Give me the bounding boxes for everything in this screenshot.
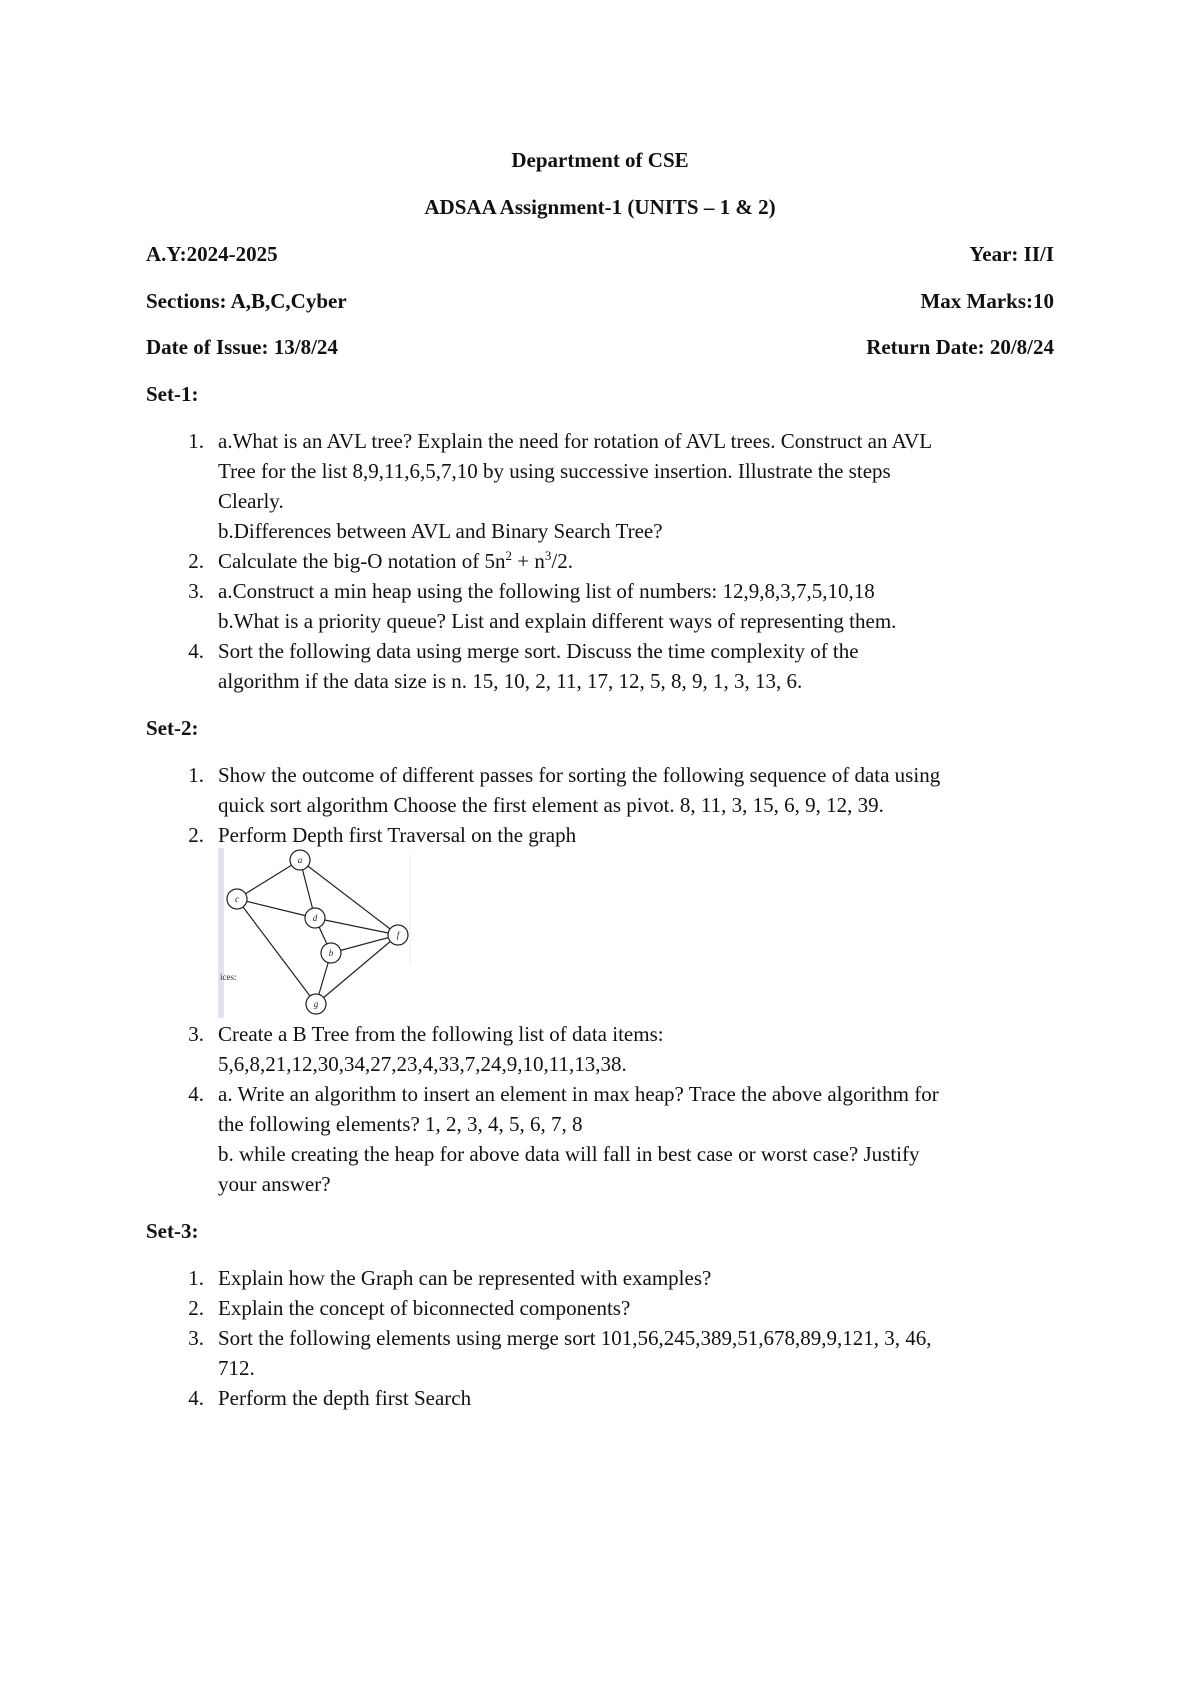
set3-q1-number: 1. <box>188 1266 204 1290</box>
department-title: Department of CSE <box>511 148 689 172</box>
set1-q2-number: 2. <box>188 549 204 573</box>
set1-q1-line2: Tree for the list 8,9,11,6,5,7,10 by using successive insertion. Illustrate the steps <box>218 459 891 483</box>
max-marks: Max Marks:10 <box>920 289 1054 313</box>
set1-q1-line1: a.What is an AVL tree? Explain the need for rotation of AVL trees. Construct an AVL <box>218 429 933 453</box>
set2-q2-line1: Perform Depth first Traversal on the graph <box>218 823 577 847</box>
node-c <box>227 889 247 909</box>
set2-heading: Set-2: <box>146 716 199 740</box>
node-c-label: c <box>235 894 239 904</box>
set3-q4-line1: Perform the depth first Search <box>218 1386 472 1410</box>
set3-q3-line1: Sort the following elements using merge sort 101,56,245,389,51,678,89,9,121, 3, 46, <box>218 1326 932 1350</box>
set2-q3-line2: 5,6,8,21,12,30,34,27,23,4,33,7,24,9,10,11,13,38. <box>218 1052 627 1076</box>
set2-q4-line2: the following elements? 1, 2, 3, 4, 5, 6, 7, 8 <box>218 1112 583 1136</box>
set2-q4-line3: b. while creating the heap for above data will fall in best case or worst case? Justify <box>218 1142 920 1166</box>
set1-q4-number: 4. <box>188 639 204 663</box>
set1-q2-sup1: 2 <box>505 548 513 563</box>
set2-q3-line1: Create a B Tree from the following list of data items: <box>218 1022 664 1046</box>
year: Year: II/I <box>969 242 1054 266</box>
set2-q4-line1: a. Write an algorithm to insert an element in max heap? Trace the above algorithm for <box>218 1082 939 1106</box>
node-f-label: f <box>396 930 400 940</box>
set2-q1-line2: quick sort algorithm Choose the first element as pivot. 8, 11, 3, 15, 6, 9, 12, 39. <box>218 793 884 817</box>
node-f <box>388 925 408 945</box>
node-d-label: d <box>312 913 318 923</box>
set3-q3-number: 3. <box>188 1326 204 1350</box>
date-of-issue: Date of Issue: 13/8/24 <box>146 335 338 359</box>
node-g <box>306 994 326 1014</box>
set1-q3-line2: b.What is a priority queue? List and explain different ways of representing them. <box>218 609 897 633</box>
edge-c-a <box>237 860 300 899</box>
node-d <box>305 908 325 928</box>
node-g-label: g <box>313 999 319 1009</box>
set1-q4-line1: Sort the following data using merge sort. Discuss the time complexity of the <box>218 639 859 663</box>
set3-q2-number: 2. <box>188 1296 204 1320</box>
set2-q1-number: 1. <box>188 763 204 787</box>
set3-q4-number: 4. <box>188 1386 204 1410</box>
set2-q4-number: 4. <box>188 1082 204 1106</box>
set1-q4-line2: algorithm if the data size is n. 15, 10, 2, 11, 17, 12, 5, 8, 9, 1, 3, 13, 6. <box>218 669 803 693</box>
set1-q1-line3: Clearly. <box>218 489 284 513</box>
set3-q3-line2: 712. <box>218 1356 255 1380</box>
set1-q2-line1 <box>218 549 573 573</box>
set2-q1-line1: Show the outcome of different passes for sorting the following sequence of data using <box>218 763 941 787</box>
set1-q1-line4: b.Differences between AVL and Binary Search Tree? <box>218 519 663 543</box>
set1-q2-pre: Calculate the big-O notation of 5n <box>218 549 506 573</box>
node-a <box>290 850 310 870</box>
edge-d-f <box>315 918 398 935</box>
academic-year: A.Y:2024-2025 <box>146 242 278 266</box>
set1-q2-sup2: 3 <box>544 548 552 563</box>
set2-q4-line4: your answer? <box>218 1172 331 1196</box>
set1-q3-line1: a.Construct a min heap using the following list of numbers: 12,9,8,3,7,5,10,18 <box>218 579 875 603</box>
set3-heading: Set-3: <box>146 1219 199 1243</box>
set1-heading: Set-1: <box>146 382 199 406</box>
node-b-label: b <box>328 948 334 958</box>
figure-side-label: ices: <box>220 972 237 982</box>
graph-edges <box>237 860 398 1004</box>
set1-q1-number: 1. <box>188 429 204 453</box>
node-a-label: a <box>297 855 303 865</box>
figure-left-strip <box>218 848 224 1018</box>
set1-q3-number: 3. <box>188 579 204 603</box>
set3-q2-line1: Explain the concept of biconnected components? <box>218 1296 631 1320</box>
node-b <box>321 943 341 963</box>
sections: Sections: A,B,C,Cyber <box>146 289 347 313</box>
set2-q3-number: 3. <box>188 1022 204 1046</box>
assignment-title: ADSAA Assignment-1 (UNITS – 1 & 2) <box>424 195 776 219</box>
return-date: Return Date: 20/8/24 <box>866 335 1054 359</box>
set3-q1-line1: Explain how the Graph can be represented with examples? <box>218 1266 712 1290</box>
set2-q2-number: 2. <box>188 823 204 847</box>
graph-figure <box>218 848 414 1018</box>
set1-q2-post: /2. <box>551 549 573 573</box>
set1-q2-mid: + n <box>512 549 545 573</box>
